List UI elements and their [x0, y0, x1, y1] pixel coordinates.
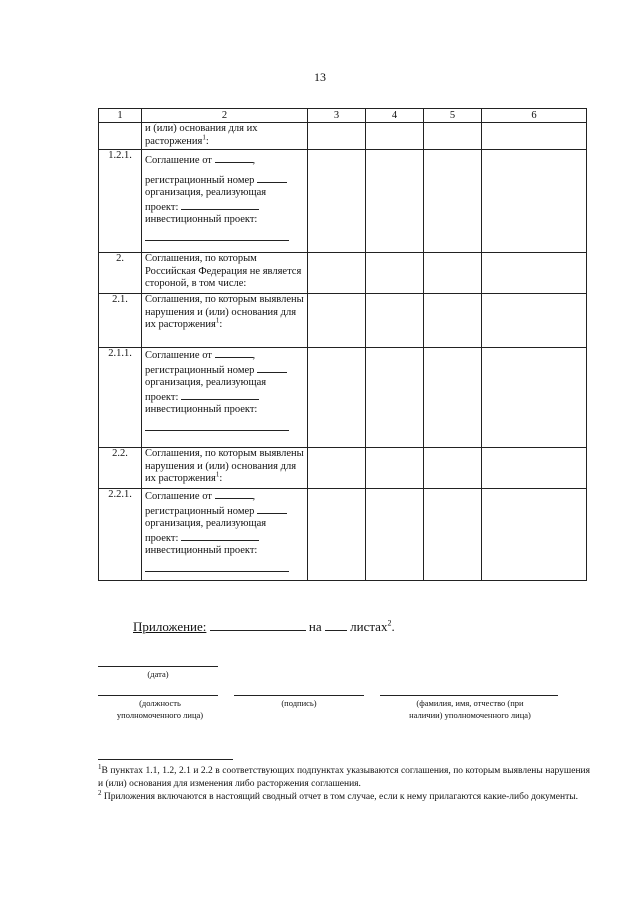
- footnote-1-text: В пунктах 1.1, 1.2, 2.1 и 2.2 в соответствующих подпунктах указываются соглашения, по которым выявлены нарушения и (или) основания для изменения либо расторжения соглашения.: [98, 766, 590, 789]
- row-number-cell: 2.1.1.: [99, 348, 142, 448]
- fio-line: [380, 695, 558, 696]
- date-line: [98, 666, 218, 667]
- column-header: 2: [142, 109, 308, 123]
- value-cell: [308, 150, 366, 253]
- value-cell: [482, 253, 587, 294]
- value-cell: [424, 150, 482, 253]
- project-label: инвестиционный проект:: [145, 545, 258, 556]
- attachment-line: [133, 618, 395, 635]
- agreement-from-label: Соглашение от: [145, 491, 212, 502]
- footnote-2-text: Приложения включаются в настоящий сводный отчет в том случае, если к нему прилагаются какие-либо документы.: [101, 792, 578, 802]
- value-cell: [482, 348, 587, 448]
- table-row: [99, 348, 587, 448]
- agreement-from-label: Соглашение от: [145, 155, 212, 166]
- reg-number-blank: [257, 504, 287, 514]
- value-cell: [366, 123, 424, 150]
- org-label-1: организация, реализующая: [145, 518, 267, 529]
- project-label: инвестиционный проект:: [145, 214, 258, 225]
- attachment-label: Приложение:: [133, 619, 207, 634]
- project-blank: [145, 562, 289, 572]
- footnote-mark: 2: [98, 788, 102, 797]
- row-text-cell: [142, 448, 308, 489]
- project-label: инвестиционный проект:: [145, 404, 258, 415]
- footnote-ref: 1: [215, 316, 220, 325]
- column-header: 3: [308, 109, 366, 123]
- value-cell: [366, 150, 424, 253]
- value-cell: [482, 150, 587, 253]
- date-blank: [215, 489, 253, 499]
- table-row: [99, 448, 587, 489]
- value-cell: [308, 348, 366, 448]
- date-blank: [215, 153, 253, 163]
- org-label-2: проект:: [145, 532, 179, 544]
- footnote-ref: 1: [202, 133, 206, 141]
- value-cell: [308, 294, 366, 348]
- table-header-row: [99, 109, 587, 123]
- row-text-cell: [142, 294, 308, 348]
- value-cell: [424, 294, 482, 348]
- value-cell: [482, 489, 587, 581]
- footnote-1: [98, 762, 590, 791]
- row-text: и (или) основания для их расторжения: [145, 123, 258, 147]
- attachment-sheets: листах: [350, 619, 388, 634]
- footnote-mark: 1: [98, 762, 102, 771]
- value-cell: [308, 489, 366, 581]
- value-cell: [424, 448, 482, 489]
- footnote-2: [98, 788, 590, 804]
- value-cell: [482, 123, 587, 150]
- column-header: 5: [424, 109, 482, 123]
- table-row: [99, 123, 587, 150]
- signature-caption: (подпись): [281, 698, 317, 708]
- fio-caption-2: наличии) уполномоченного лица): [409, 710, 531, 720]
- fio-caption-1: (фамилия, имя, отчество (при: [416, 698, 524, 708]
- value-cell: [308, 253, 366, 294]
- signature-line: [234, 695, 364, 696]
- agreement-from-label: Соглашение от: [145, 350, 212, 361]
- row-number-cell: 1.2.1.: [99, 150, 142, 253]
- row-text-cell: Соглашение от , регистрационный номер организация, реализующая проект: инвестиционный проект:: [142, 348, 308, 448]
- sheets-count-blank: [325, 618, 347, 631]
- position-caption-2: уполномоченного лица): [116, 710, 204, 720]
- row-number-cell: 2.2.1.: [99, 489, 142, 581]
- row-number-cell: 2.2.: [99, 448, 142, 489]
- reg-number-blank: [257, 173, 287, 183]
- row-number-cell: 2.: [99, 253, 142, 294]
- table-row: [99, 489, 587, 581]
- value-cell: [366, 348, 424, 448]
- report-table: [98, 108, 587, 581]
- reg-number-blank: [257, 363, 287, 373]
- date-caption: (дата): [147, 669, 169, 679]
- value-cell: [424, 489, 482, 581]
- position-caption: [90, 697, 230, 721]
- page-number: 13: [314, 70, 326, 84]
- attachment-blank: [210, 618, 306, 631]
- value-cell: [366, 253, 424, 294]
- row-text-tail: :: [219, 319, 223, 330]
- project-blank: [145, 231, 289, 241]
- row-number-cell: 2.1.: [99, 294, 142, 348]
- footnote-separator: [98, 759, 233, 760]
- row-number-cell: [99, 123, 142, 150]
- value-cell: [366, 489, 424, 581]
- value-cell: [424, 123, 482, 150]
- value-cell: [308, 448, 366, 489]
- value-cell: [424, 348, 482, 448]
- column-header: 1: [99, 109, 142, 123]
- row-text: Соглашения, по которым выявлены нарушения и (или) основания для их расторжения: [145, 294, 304, 330]
- table-row: [99, 150, 587, 253]
- date-blank: [215, 348, 253, 358]
- value-cell: [482, 448, 587, 489]
- row-text: Соглашения, по которым выявлены нарушения и (или) основания для их расторжения: [145, 448, 304, 484]
- row-text-cell: [142, 123, 308, 150]
- value-cell: [366, 294, 424, 348]
- org-label-2: проект:: [145, 391, 179, 403]
- org-blank: [181, 531, 259, 541]
- reg-number-label: регистрационный номер: [145, 505, 255, 517]
- value-cell: [482, 294, 587, 348]
- attachment-end: .: [391, 619, 395, 634]
- footnote-ref: 1: [215, 470, 220, 479]
- org-blank: [181, 390, 259, 400]
- row-text-tail: :: [219, 473, 223, 484]
- footnote-ref: 2: [387, 618, 392, 628]
- attachment-on: на: [308, 619, 322, 634]
- org-label-2: проект:: [145, 201, 179, 213]
- reg-number-label: регистрационный номер: [145, 364, 255, 376]
- value-cell: [366, 448, 424, 489]
- project-blank: [145, 421, 289, 431]
- position-caption-1: (должность: [139, 698, 181, 708]
- row-text-cell: Соглашение от , регистрационный номер организация, реализующая проект: инвестиционный проект:: [142, 150, 308, 253]
- org-label-1: организация, реализующая: [145, 187, 267, 198]
- footnotes: [98, 762, 590, 804]
- position-line: [98, 695, 218, 696]
- table-row: [99, 294, 587, 348]
- fio-caption: [375, 697, 565, 721]
- column-header: 4: [366, 109, 424, 123]
- row-text-cell: Соглашение от , регистрационный номер организация, реализующая проект: инвестиционный проект:: [142, 489, 308, 581]
- org-blank: [181, 200, 259, 210]
- column-header: 6: [482, 109, 587, 123]
- reg-number-label: регистрационный номер: [145, 174, 255, 186]
- value-cell: [308, 123, 366, 150]
- row-text-tail: :: [205, 135, 209, 147]
- table-row: [99, 253, 587, 294]
- value-cell: [424, 253, 482, 294]
- org-label-1: организация, реализующая: [145, 377, 267, 388]
- row-text-cell: Соглашения, по которым Российская Федерация не является стороной, в том числе:: [142, 253, 308, 294]
